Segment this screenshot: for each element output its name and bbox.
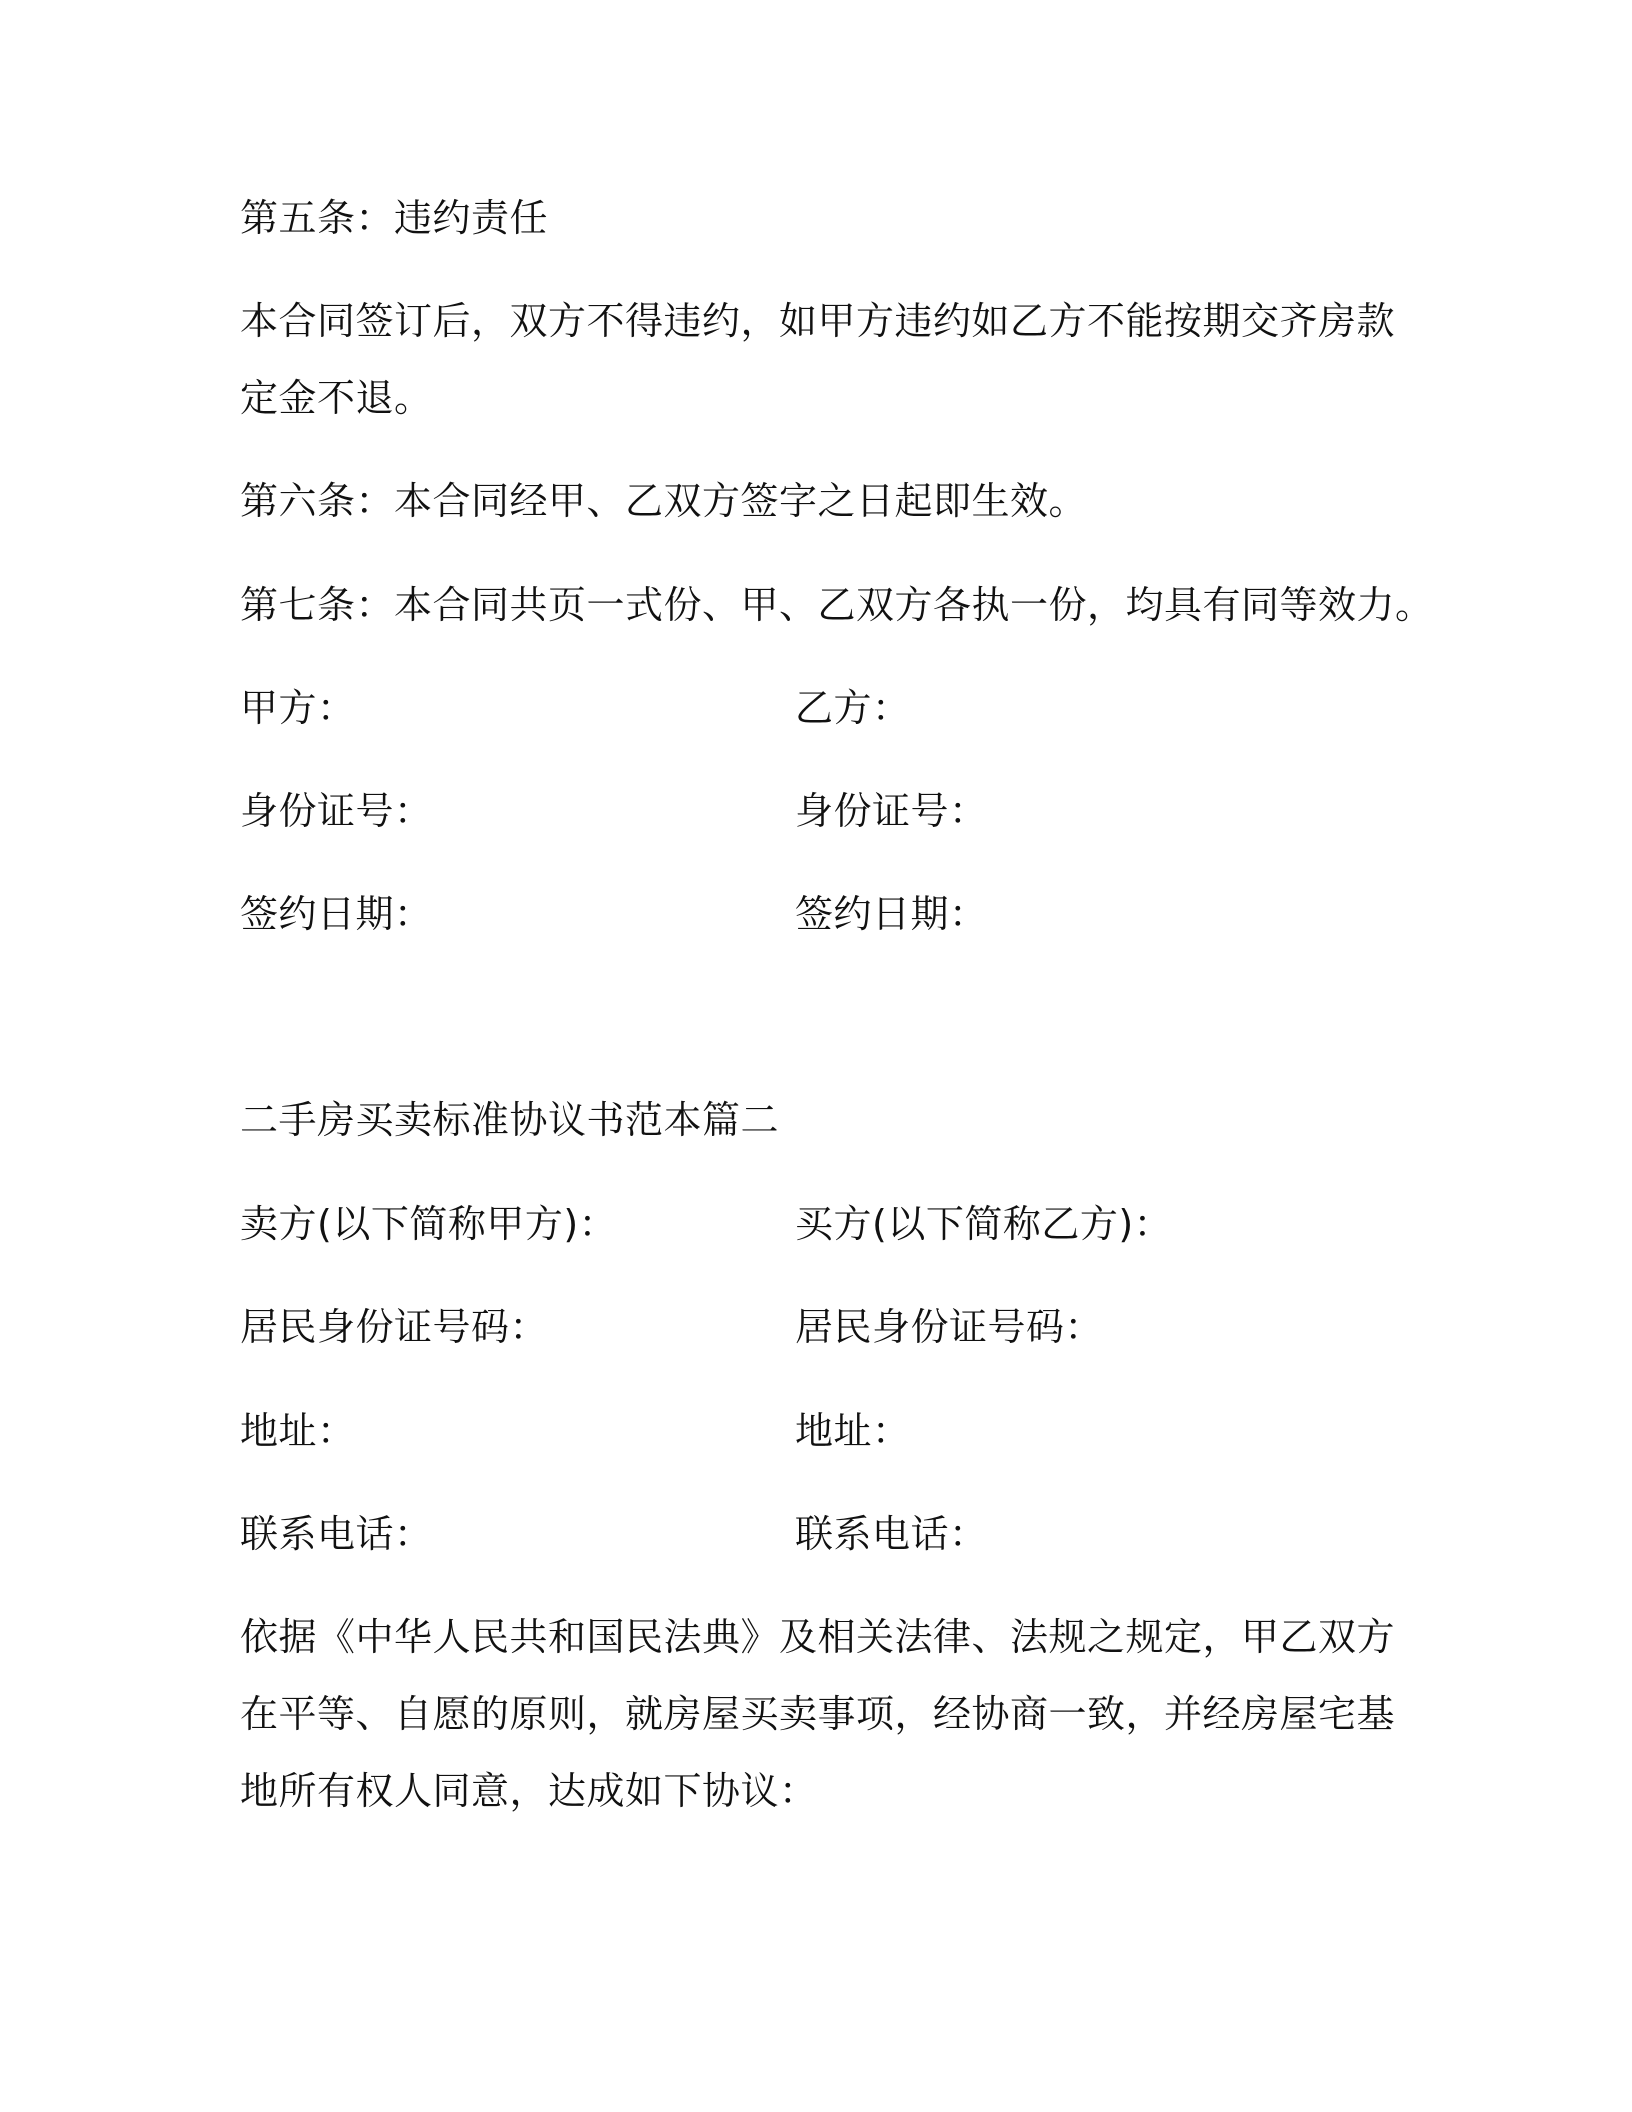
buyer-phone-label: 联系电话： <box>795 1512 988 1556</box>
party-a-date-label: 签约日期： <box>240 892 433 936</box>
party-b-id-label: 身份证号： <box>795 789 988 833</box>
party-b-date-label: 签约日期： <box>795 892 988 936</box>
seller-address-label: 地址： <box>240 1409 356 1453</box>
seller-label: 卖方(以下简称甲方)： <box>240 1202 618 1246</box>
article-5-body-line-2: 定金不退。 <box>240 376 433 420</box>
buyer-address-label: 地址： <box>795 1409 911 1453</box>
seller-id-label: 居民身份证号码： <box>240 1305 549 1349</box>
party-a-id-label: 身份证号： <box>240 789 433 833</box>
preamble-line-2: 在平等、自愿的原则，就房屋买卖事项，经协商一致，并经房屋宅基 <box>240 1692 1396 1736</box>
preamble-line-1: 依据《中华人民共和国民法典》及相关法律、法规之规定，甲乙双方 <box>240 1615 1396 1659</box>
article-6: 第六条：本合同经甲、乙双方签字之日起即生效。 <box>240 479 1088 523</box>
preamble-line-3: 地所有权人同意，达成如下协议： <box>240 1769 818 1813</box>
buyer-label: 买方(以下简称乙方)： <box>795 1202 1173 1246</box>
section-2-title: 二手房买卖标准协议书范本篇二 <box>240 1098 780 1142</box>
article-7: 第七条：本合同共页一式份、甲、乙双方各执一份，均具有同等效力。 <box>240 583 1434 627</box>
party-b-label: 乙方： <box>795 686 911 730</box>
seller-phone-label: 联系电话： <box>240 1512 433 1556</box>
party-a-label: 甲方： <box>240 686 356 730</box>
article-5-title: 第五条：违约责任 <box>240 196 549 240</box>
buyer-id-label: 居民身份证号码： <box>795 1305 1104 1349</box>
article-5-body-line-1: 本合同签订后，双方不得违约，如甲方违约如乙方不能按期交齐房款 <box>240 299 1396 343</box>
